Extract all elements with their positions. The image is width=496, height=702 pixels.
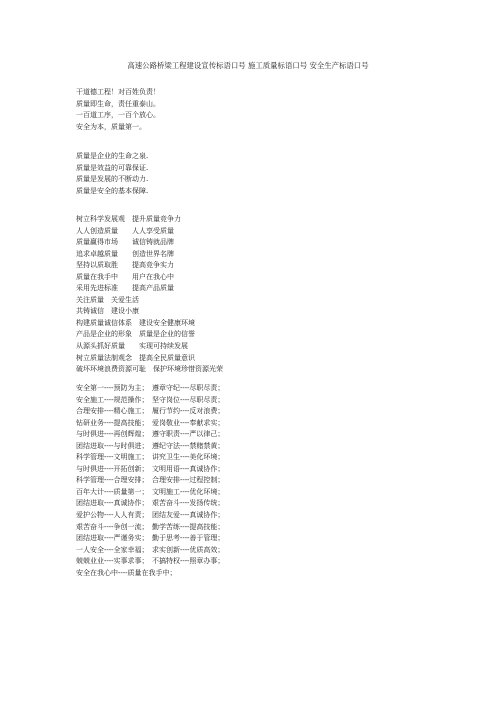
slogan-line: 树立科学发展观 提升质量竞争力 (76, 215, 181, 223)
slogan-line: 质量是企业的生命之泉. (76, 152, 149, 160)
slogan-section-1 (76, 87, 160, 133)
document-title: 高速公路桥梁工程建设宣传标语口号 施工质量标语口号 安全生产标语口号 (127, 61, 369, 70)
slogan-line: 追求卓越质量 创造世界名牌 (76, 249, 174, 258)
slogan-line: 团结进取----与时俱进； 遵纪守法----禁赌禁黄； (76, 441, 225, 450)
slogan-line: 合理安排----精心施工； 履行节约----反对浪费； (76, 407, 225, 416)
slogan-line: 干道德工程！对百姓负责！ (76, 88, 160, 96)
slogan-line: 质量是发展的不断动力. (76, 175, 149, 184)
slogan-line: 科学管理----合理安排； 合理安排----过程控制； (76, 476, 225, 485)
slogan-line: 一百道工序，一百个放心。 (76, 111, 160, 120)
slogan-section-3 (76, 214, 223, 376)
slogan-line: 树立质量法制观念 提高全民质量意识 (76, 353, 195, 362)
slogan-line: 关注质量 关爱生活 (76, 295, 139, 304)
slogan-line: 爱护公物----人人有责； 团结友爱----真诚协作； (76, 511, 225, 520)
slogan-line: 与时俱进----再创辉煌； 遵守职责----严以律己； (76, 430, 225, 439)
slogan-line: 质量赢得市场 诚信铸就品牌 (76, 238, 174, 247)
slogan-line: 安全施工----规范操作； 坚守岗位----尽职尽责； (76, 395, 225, 404)
slogan-line: 共铸诚信 建设小康 (76, 307, 139, 316)
slogan-section-4 (76, 383, 224, 579)
slogan-line: 质量是效益的可靠保证. (76, 163, 149, 172)
slogan-line: 艰苦奋斗----争创一流； 勤学苦练----提高技能； (76, 522, 225, 531)
slogan-line: 安全第一----预防为主； 遵章守纪----尽职尽责； (76, 384, 225, 392)
slogan-line: 质量即生命，责任重泰山。 (76, 99, 160, 108)
slogan-line: 安全在我心中----质量在我手中； (76, 568, 177, 577)
slogan-line: 质量是安全的基本保障. (76, 186, 149, 195)
slogan-line: 坚持以质取胜 提高竞争实力 (76, 261, 174, 270)
slogan-line: 人人创造质量 人人享受质量 (76, 226, 174, 235)
slogan-line: 质量在我手中 用户在我心中 (76, 272, 174, 281)
slogan-line: 安全为本，质量第一。 (76, 122, 146, 131)
slogan-line: 钻研业务----提高技能； 爱岗敬业----奉献求实； (76, 418, 225, 427)
slogan-line: 百年大计----质量第一； 文明施工----优化环境； (76, 487, 225, 496)
slogan-line: 一人安全----全家幸福； 求实创新----优质高效； (76, 545, 225, 554)
slogan-line: 构建质量诚信体系 建设安全健康环境 (76, 318, 195, 327)
slogan-line: 科学管理----文明施工； 讲究卫生----美化环境； (76, 453, 225, 462)
slogan-line: 与时俱进----开拓创新； 文明用语----真诚协作； (76, 464, 225, 473)
slogan-section-2 (76, 151, 148, 197)
slogan-line: 采用先进标准 提高产品质量 (76, 284, 174, 293)
slogan-line: 团结进取----严谨务实； 勤于思考----善于管理； (76, 534, 225, 543)
slogan-line: 产品是企业的形象 质量是企业的信誉 (76, 330, 195, 339)
slogan-line: 破坏环境浪费资源可耻 保护环境珍惜资源光荣 (76, 365, 223, 374)
slogan-line: 从源头抓好质量 实现可持续发展 (76, 342, 188, 351)
slogan-line: 兢兢业业----实事求事； 不搞特权----照章办事； (76, 557, 225, 566)
slogan-line: 团结进取----真诚协作； 艰苦奋斗----发扬传统； (76, 499, 225, 508)
